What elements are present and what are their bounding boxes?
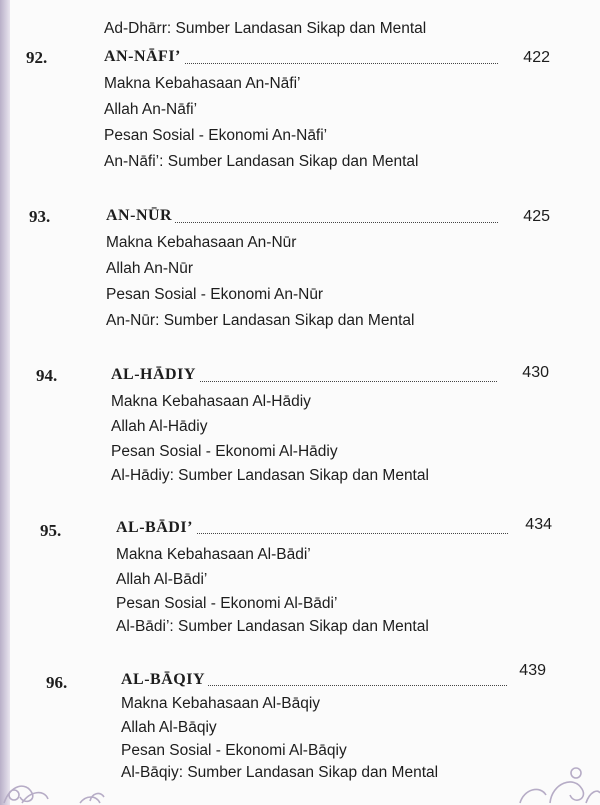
entry-page-number: 439 <box>519 662 546 679</box>
subsection-item: Pesan Sosial - Ekonomi An-Nūr <box>106 286 324 303</box>
entry-title: AL-BĀQIY <box>121 671 208 689</box>
subsection-item: Allah An-Nūr <box>106 260 194 277</box>
subsection-item: An-Nūr: Sumber Landasan Sikap dan Mental <box>106 312 415 329</box>
subsection-item: Makna Kebahasaan Al-Bāqiy <box>121 695 321 712</box>
entry-title: AL-BĀDI’ <box>116 519 196 537</box>
subsection-item: Pesan Sosial - Ekonomi Al-Hādiy <box>111 443 338 460</box>
entry-number: 92. <box>26 48 48 67</box>
subsection-item: Allah Al-Hādiy <box>111 418 208 435</box>
entry-number: 93. <box>29 207 51 226</box>
entry-title: AL-HĀDIY <box>111 366 199 384</box>
entry-number: 95. <box>40 521 62 540</box>
subsection-item: Pesan Sosial - Ekonomi An-Nāfi’ <box>104 127 328 144</box>
subsection-item: Allah Al-Bāqiy <box>121 719 217 736</box>
toc-continued-line: Ad-Dhārr: Sumber Landasan Sikap dan Mental <box>104 20 427 37</box>
subsection-item: Makna Kebahasaan An-Nūr <box>106 234 297 251</box>
subsection-item: Makna Kebahasaan Al-Bādi’ <box>116 546 311 563</box>
entry-title: AN-NĀFI’ <box>104 48 184 66</box>
entry-page-number: 422 <box>523 49 550 66</box>
entry-page-number: 434 <box>525 516 552 533</box>
subsection-item: Allah Al-Bādi’ <box>116 571 208 588</box>
subsection-item: Al-Bāqiy: Sumber Landasan Sikap dan Mental <box>121 764 439 781</box>
floral-ornament-right-icon <box>490 745 600 805</box>
subsection-item: Pesan Sosial - Ekonomi Al-Bādi’ <box>116 595 338 612</box>
entry-page-number: 425 <box>523 208 550 225</box>
entry-page-number: 430 <box>522 364 549 381</box>
subsection-item: Pesan Sosial - Ekonomi Al-Bāqiy <box>121 742 347 759</box>
entry-title: AN-NŪR <box>106 207 175 225</box>
subsection-item: Al-Hādiy: Sumber Landasan Sikap dan Mental <box>111 467 429 484</box>
subsection-item: An-Nāfi’: Sumber Landasan Sikap dan Mental <box>104 153 419 170</box>
subsection-item: Allah An-Nāfi’ <box>104 101 198 118</box>
subsection-item: Al-Bādi’: Sumber Landasan Sikap dan Mental <box>116 618 429 635</box>
entry-number: 96. <box>46 673 68 692</box>
entry-number: 94. <box>36 366 58 385</box>
floral-ornament-left-icon <box>0 755 120 805</box>
subsection-item: Makna Kebahasaan Al-Hādiy <box>111 393 311 410</box>
subsection-item: Makna Kebahasaan An-Nāfi’ <box>104 75 301 92</box>
